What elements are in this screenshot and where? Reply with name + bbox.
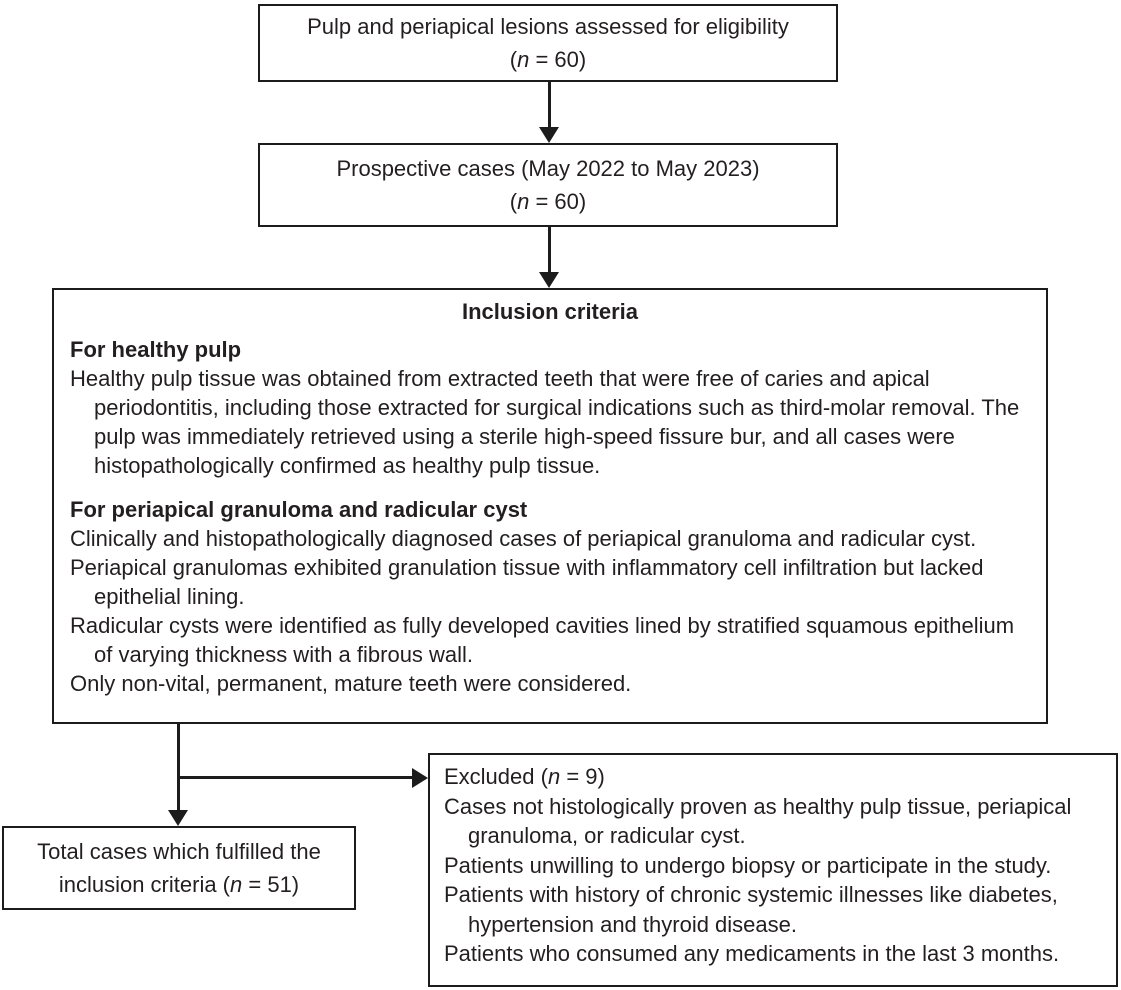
excluded-item: Patients who consumed any medicaments in the last 3 months. (444, 941, 1060, 966)
arrowhead-down-icon (539, 272, 559, 288)
excluded-item: Cases not histologically proven as healthy pulp tissue, periapical granuloma, or radicular cyst. (444, 793, 1072, 848)
eligibility-n-var: n (517, 47, 530, 72)
excluded-title-pre: Excluded ( (444, 764, 548, 789)
prospective-n-post: = 60) (529, 189, 587, 214)
prospective-box (258, 143, 838, 227)
eligibility-n-post: = 60) (529, 47, 587, 72)
inclusion-heading-granuloma-cyst: For periapical granuloma and radicular cyst (70, 497, 528, 522)
prospective-n (510, 185, 586, 218)
inclusion-heading-healthy-pulp: For healthy pulp (70, 337, 242, 362)
arrowhead-down-icon (539, 127, 559, 143)
inclusion-paragraph: Clinically and histopathologically diagnosed cases of periapical granuloma and radicular cyst. (70, 526, 977, 551)
total-line2-pre: inclusion criteria ( (58, 872, 231, 897)
inclusion-paragraph: Periapical granulomas exhibited granulation tissue with inflammatory cell infiltration but lacked epithelial lining. (70, 555, 984, 609)
prospective-title (336, 152, 759, 185)
total-cases-box (2, 826, 356, 910)
total-line2-post: = 51) (242, 872, 300, 897)
excluded-box (428, 753, 1118, 987)
prospective-title-text: Prospective cases (May 2022 to May 2023) (336, 156, 760, 181)
arrow-line-inclusion-to-total (177, 724, 180, 812)
eligibility-n (510, 43, 586, 76)
inclusion-title: Inclusion criteria (461, 299, 639, 324)
eligibility-n-pre: ( (509, 47, 518, 72)
excluded-n-var: n (547, 764, 561, 789)
arrowhead-down-icon (168, 810, 188, 826)
arrow-line-eligibility-to-prospective (548, 82, 551, 129)
inclusion-paragraph: Radicular cysts were identified as fully developed cavities lined by stratified squamous epithelium of varying thickness with a fibrous wall. (70, 613, 1015, 667)
total-line1 (37, 835, 321, 868)
prospective-n-pre: ( (509, 189, 518, 214)
inclusion-criteria-box (52, 288, 1048, 724)
eligibility-title-text: Pulp and periapical lesions assessed for eligibility (307, 14, 789, 39)
eligibility-box (258, 4, 838, 82)
arrow-line-branch-to-excluded (177, 776, 414, 779)
arrowhead-right-icon (412, 768, 428, 788)
excluded-title-post: = 9) (560, 764, 605, 789)
excluded-item: Patients with history of chronic systemic illnesses like diabetes, hypertension and thyroid disease. (444, 882, 1058, 937)
arrow-line-prospective-to-inclusion (548, 227, 551, 273)
inclusion-paragraph: Only non-vital, permanent, mature teeth were considered. (70, 671, 632, 696)
total-line2 (59, 868, 299, 901)
eligibility-title (307, 10, 789, 43)
total-line1-text: Total cases which fulfilled the (37, 839, 321, 864)
excluded-title (444, 762, 1102, 792)
total-n-var: n (230, 872, 243, 897)
excluded-item: Patients unwilling to undergo biopsy or participate in the study. (444, 852, 1052, 878)
inclusion-paragraph: Healthy pulp tissue was obtained from extracted teeth that were free of caries and apical periodontitis, including those extracted for surgical indications such as third-molar removal. The pulp was immediately retrieved using a sterile high-speed fissure bur, and all cases were histopathologically confirmed as healthy pulp tissue. (70, 366, 1020, 478)
prospective-n-var: n (517, 189, 530, 214)
